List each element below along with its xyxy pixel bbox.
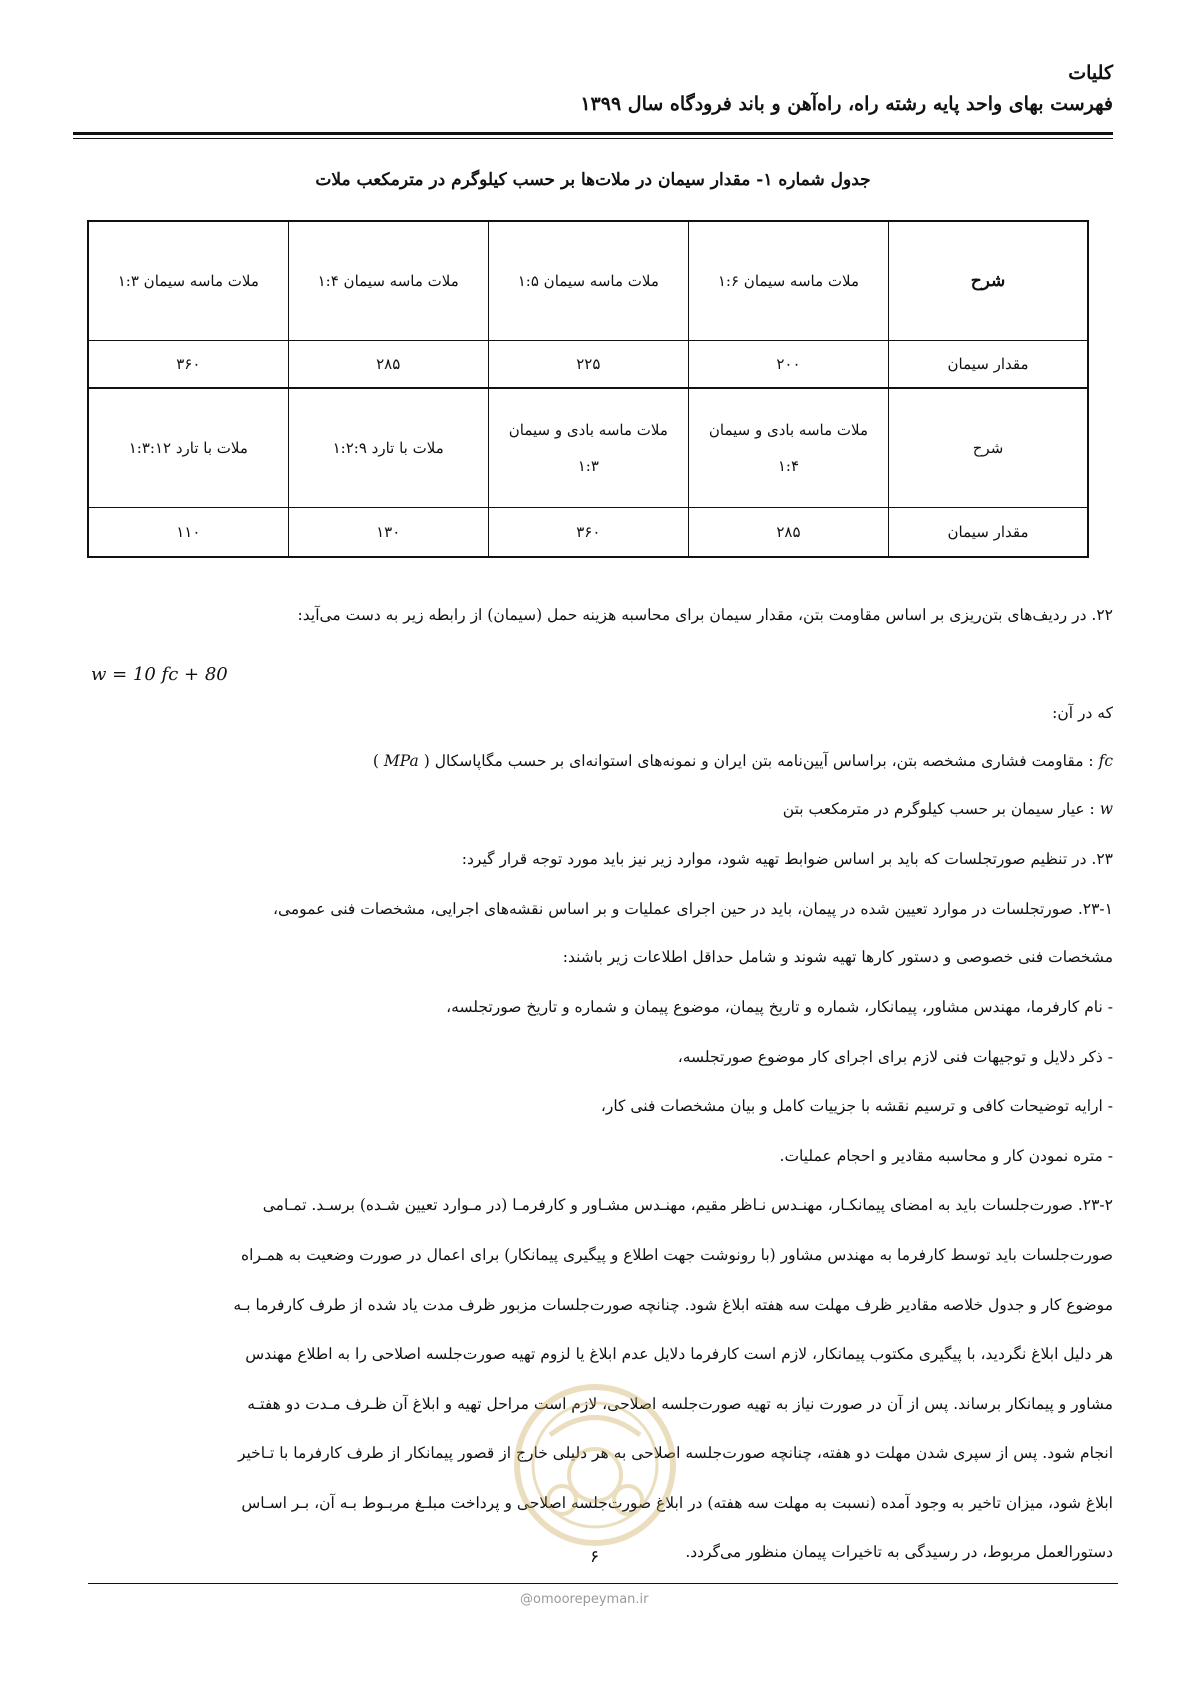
table-cell: ۳۶۰	[488, 508, 688, 558]
paragraph-23-2-line: انجام شود. پس از سپری شدن مهلت دو هفته، چنانچه صورت‌جلسه اصلاحی به هر دلیلی خارج از قصور پیمانکار از طرف کارفرما با تـاخیر	[237, 1444, 1113, 1462]
table-cell: ملات ماسه سیمان ۱:۵	[488, 221, 688, 341]
table-cell: ملات ماسه بادی و سیمان ۱:۳	[488, 388, 688, 508]
table-cell: ملات با تارد ۱:۳:۱۲	[88, 388, 288, 508]
table-cell: ملات با تارد ۱:۲:۹	[288, 388, 488, 508]
fc-variable: fc	[1098, 752, 1113, 770]
table-cell: ۲۰۰	[688, 341, 888, 389]
paragraph-22: ۲۲. در ردیف‌های بتن‌ریزی بر اساس مقاومت بتن، مقدار سیمان برای محاسبه هزینه حمل (سیمان) از رابطه زیر به دست می‌آید:	[297, 606, 1113, 624]
paragraph-23-2-line: ۲۳-۲. صورت‌جلسات باید به امضای پیمانکـار، مهنـدس نـاظر مقیم، مهنـدس مشـاور و کارفرمـا (در مـوارد تعیین شـده) برسـد. تمـامی	[262, 1196, 1113, 1214]
paragraph-23-1-line1: ۲۳-۱. صورتجلسات در موارد تعیین شده در پیمان، باید در حین اجرای عملیات و بر اساس نقشه‌های اجرایی، مشخصات فنی عمومی،	[272, 900, 1113, 918]
header-title: کلیات	[1068, 62, 1113, 84]
footer-site-link[interactable]: @omoorepeyman.ir	[520, 1592, 649, 1607]
paragraph-23: ۲۳. در تنظیم صورتجلسات که باید بر اساس ضوابط تهیه شود، موارد زیر نیز باید مورد توجه قرار گیرد:	[461, 850, 1113, 868]
paragraph-23-2-line: ابلاغ شود، میزان تاخیر به وجود آمده (نسبت به مهلت سه هفته) در ابلاغ صورت‌جلسه اصلاحی و پرداخت مبلـغ مربـوط بـه آن، بـر اسـاس	[241, 1494, 1113, 1512]
table-cell: ملات ماسه بادی و سیمان ۱:۴	[688, 388, 888, 508]
bullet-item: - متره نمودن کار و محاسبه مقادیر و احجام عملیات.	[779, 1147, 1113, 1165]
fc-text: : مقاومت فشاری مشخصه بتن، براساس آیین‌نامه بتن ایران و نمونه‌های استوانه‌ای بر حسب مگاپاسکال (	[423, 752, 1094, 770]
bullet-item: - ذکر دلایل و توجیهات فنی لازم برای اجرای کار موضوع صورتجلسه،	[677, 1048, 1113, 1066]
table-cell: ۱۱۰	[88, 508, 288, 558]
w-variable: w	[1099, 800, 1113, 818]
footer-rule	[88, 1583, 1118, 1584]
watermark-seal-icon	[510, 1380, 680, 1550]
table-cell: شرح	[889, 388, 1089, 508]
w-definition	[77, 800, 1113, 818]
paragraph-23-1-line2: مشخصات فنی خصوصی و دستور کارها تهیه شوند و شامل حداقل اطلاعات زیر باشند:	[562, 948, 1113, 966]
fc-unit: MPa	[383, 752, 419, 770]
table-cell: ۱۳۰	[288, 508, 488, 558]
table-title: جدول شماره ۱- مقدار سیمان در ملات‌ها بر حسب کیلوگرم در مترمکعب ملات	[315, 170, 871, 190]
header-subtitle: فهرست بهای واحد پایه رشته راه، راه‌آهن و باند فرودگاه سال ۱۳۹۹	[580, 93, 1113, 115]
fc-definition	[77, 752, 1113, 770]
paragraph-23-2-line: مشاور و پیمانکار برساند. پس از آن در صورت نیاز به تهیه صورت‌جلسه اصلاحی، لازم است مراحل تهیه و ابلاغ آن ظـرف مـدت دو هفتـه	[247, 1395, 1113, 1413]
bullet-item: - ارایه توضیحات کافی و ترسیم نقشه با جزییات کامل و بیان مشخصات فنی کار،	[600, 1097, 1113, 1115]
table-cell: مقدار سیمان	[889, 508, 1089, 558]
paragraph-23-2-line: دستورالعمل مربوط، در رسیدگی به تاخیرات پیمان منظور می‌گردد.	[685, 1543, 1113, 1561]
table-cell: ۳۶۰	[88, 341, 288, 389]
page-number: ۶	[590, 1547, 600, 1567]
fc-close: )	[372, 752, 379, 770]
paragraph-23-2-line: موضوع کار و جدول خلاصه مقادیر ظرف مهلت سه هفته ابلاغ شود. چنانچه صورت‌جلسات مزبور ظرف مدت یاد شده از طرف کارفرما بـه	[233, 1296, 1113, 1314]
formula: w = 10 fc + 80	[91, 664, 228, 685]
where-label: که در آن:	[1052, 704, 1113, 722]
paragraph-23-2-line: هر دلیل ابلاغ نگردید، با پیگیری مکتوب پیمانکار، لازم است کارفرما دلایل عدم ابلاغ یا لزوم تهیه صورت‌جلسه اصلاحی را به اطلاع مهندس	[245, 1345, 1113, 1363]
table-cell: شرح	[889, 221, 1089, 341]
table-cell: ملات ماسه سیمان ۱:۳	[88, 221, 288, 341]
bullet-item: - نام کارفرما، مهندس مشاور، پیمانکار، شماره و تاریخ پیمان، موضوع پیمان و شماره و تاریخ صورتجلسه،	[446, 998, 1113, 1016]
paragraph-23-2-line: صورت‌جلسات باید توسط کارفرما به مهندس مشاور (با رونوشت جهت اطلاع و پیگیری پیمانکار) برای اعمال در صورت وضعیت به همـراه	[241, 1246, 1113, 1264]
table-cell: مقدار سیمان	[889, 341, 1089, 389]
table-cell: ۲۸۵	[688, 508, 888, 558]
w-text: : عیار سیمان بر حسب کیلوگرم در مترمکعب بتن	[782, 800, 1095, 818]
table-cell: ۲۲۵	[488, 341, 688, 389]
table-cell: ملات ماسه سیمان ۱:۴	[288, 221, 488, 341]
table-cell: ۲۸۵	[288, 341, 488, 389]
table-cell: ملات ماسه سیمان ۱:۶	[688, 221, 888, 341]
